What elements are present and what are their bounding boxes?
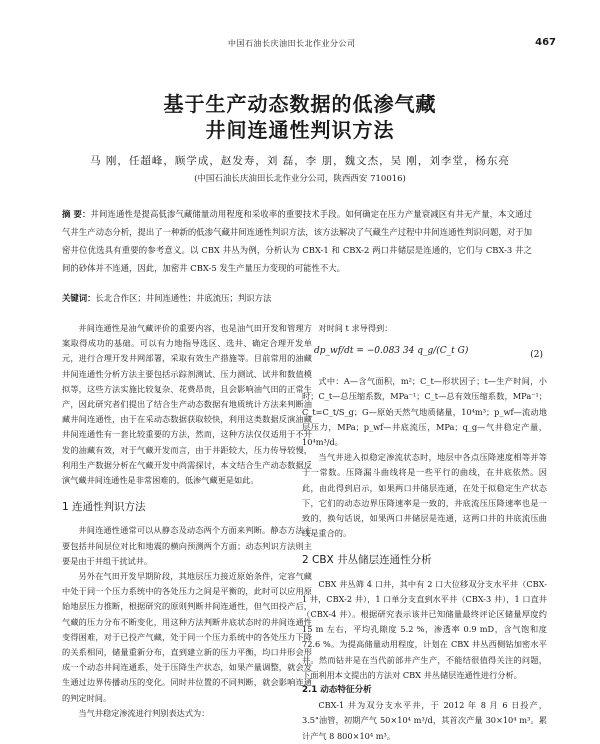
equation-2: [302, 336, 547, 374]
pseudo-steady-paragraph: 当气井进入拟稳定渗流状态时，地层中各点压降速度相等并等于一常数。压降漏斗曲线将是一些平行的曲线，在井底依然。因此，由此得到启示，如果两口井储层连通，在处于拟稳定生产状态下，它们的动态边界压降速率是一致的，井底流压压降速率也是一致的，换句话说，如果两口井储层是连通，这两口井的井底流压曲线是重合的。: [302, 452, 547, 539]
section-2-heading: 2 CBX 井丛储层连通性分析: [302, 554, 432, 567]
left-column: [62, 321, 312, 721]
journal-name: 中国石油长庆油田长北作业分公司: [228, 39, 356, 48]
affiliation: (中国石油长庆油田长北作业分公司，陕西西安 710016): [194, 174, 406, 184]
section-1-paragraph-3: 当气井稳定渗流进行判别表达式为：: [78, 707, 210, 718]
section-1-paragraph-2: 另外在气田开发早期阶段，其地层压力接近原始条件，定容气藏中处于同一个压力系统中的各处压力之间是平衡的，此时可以应用原始地层压力推断，根据研究的原则判断井间连通性，但气田投产后，气藏的压力分布不断变化，用这种方法判断井底状态时的井间连通性变得困难，对于已投产气藏，处于同一个压力系统中的各处压力下降的关系相同，储量重新分布，直到建立新的压力平衡，均口井形会形成一个动态井间连通系，处于压降生产状态，如果产量调整，就会发生通过边界传播动压的变化。同时井位置的不同判断，就会影响连通的判定时间。: [62, 571, 312, 703]
abstract: [62, 205, 532, 277]
intro-paragraph: 井间连通性是油气藏评价的重要内容，也是油气田开发和管理方案取得成功的基础。可以有力地指导选区、选井、确定合理开发单元，进行合理开发井网部署，采取有效生产措施等。目前常用的油藏井间连通性分析方法主要包括示踪剂测试、压力测试、试井和数值模拟等，这些方法实施比较复杂、花费昂贵，且会影响油气田的正常生产，因此研究者们提出了结合生产动态数据有地质统计方法来判断油藏井间连通性，由于在采动态数据获取较快，利用这类数据反演油藏井间连通性有一套比较重要的方法，然而，这种方法仅仅适用于不开发的油藏有效，对于气藏开发而言，由于井距较大，压力传导较慢，利用生产数据分析在气藏开发中尚需探讨，本文结合生产动态数据反演气藏井间连通性是非常困难的，低渗气藏更是如此。: [62, 323, 312, 486]
page-header: [0, 38, 600, 52]
keywords-text: 长北合作区；井间连通性；井底流压；判识方法: [95, 293, 272, 303]
page-number: 467: [535, 37, 556, 48]
equation-expression: dp_wf/dt = −0.083 34 q_g/(C_t G): [314, 346, 469, 357]
keywords: [62, 292, 532, 304]
paper-title-line1: 基于生产动态数据的低渗气藏: [163, 92, 437, 116]
keywords-label: 关键词：: [62, 293, 96, 303]
right-column: [302, 321, 547, 744]
equation-variables: 式中：A—含气面积，m²；C_t—形状因子；t—生产时间，小时；C_t—总压缩系数，MPa⁻¹；C_t—总有效压缩系数，MPa⁻¹；C_t=C_t/S_g；G—原始天然气地质储量，10⁴m³；p_wf—流动地层压力，MPa；p_wf—井底流压，MPa；q_g—气井稳定产量，10⁴m³/d。: [302, 376, 547, 448]
paper-title-line2: 井间连通性判识方法: [205, 118, 395, 142]
abstract-label: 摘 要：: [62, 209, 91, 219]
subsection-2-1-paragraph: CBX-1 井为双分支水平井，于 2012 年 8 月 6 日投产，3.5"油管，初期产气 50×10⁴ m³/d，其首次产量 30×10⁴ m³。累计产气 8 800×10⁴ m³。: [302, 700, 547, 741]
subsection-2-1-heading: 2.1 动态特征分析: [302, 685, 372, 696]
abstract-text: 井间连通性是提高低渗气藏储量动用程度和采收率的重要技术手段。如何确定在压力产量衰减区有井无产量，本文通过气井生产动态分析，提出了一种新的低渗气藏井间连通性判识方法，该方法解决了气藏生产过程中井间连通性判识问题，对于加密井位优选具有重要的参考意义。以 CBX 井丛为例，分析认为 CBX-1 和 CBX-2 两口井储层是连通的，它们与 CBX-3 井之间的砂体并不连通，因此，加密井 CBX-5 发生产量压力变现的可能性不大。: [62, 209, 532, 273]
equation-number: (2): [530, 350, 543, 361]
equation-intro: 对时间 t 求导得到：: [318, 323, 393, 333]
section-1-heading: 1 连通性判识方法: [62, 501, 146, 514]
author-list: 马 刚，任超峰，顾学成，赵发寿，刘 磊，李 朋，魏文杰，吴 刚，刘李堂，杨东亮: [90, 155, 510, 167]
section-1-paragraph-1: 井间连通性通常可以从静态及动态两个方面来判断。静态方法主要包括井间层位对比和地震的横向预测两个方面；动态判识方法则主要是由于井组干扰试井。: [62, 525, 312, 566]
section-2-paragraph: CBX 井丛筛 4 口井，其中有 2 口大位移双分支水平井（CBX-1 井，CBX-2 井），1 口单分支直到水平井（CBX-3 井），1 口直井（CBX-4 井）。根据研究表示该井已知储量最终评论区储量厚度约 15 m 左右，平均孔隙度 5.2 %，渗透率 0.9 mD，含气饱和度 72.6 %。为提高储量动用程度，计划在 CBX 井丛西侧钻加密水平井。然而钻井是在当代前部井产生产，不能结很值得关注的问题，下面利用本文提出的方法对 CBX 井丛储层连通性进行分析。: [302, 578, 547, 680]
